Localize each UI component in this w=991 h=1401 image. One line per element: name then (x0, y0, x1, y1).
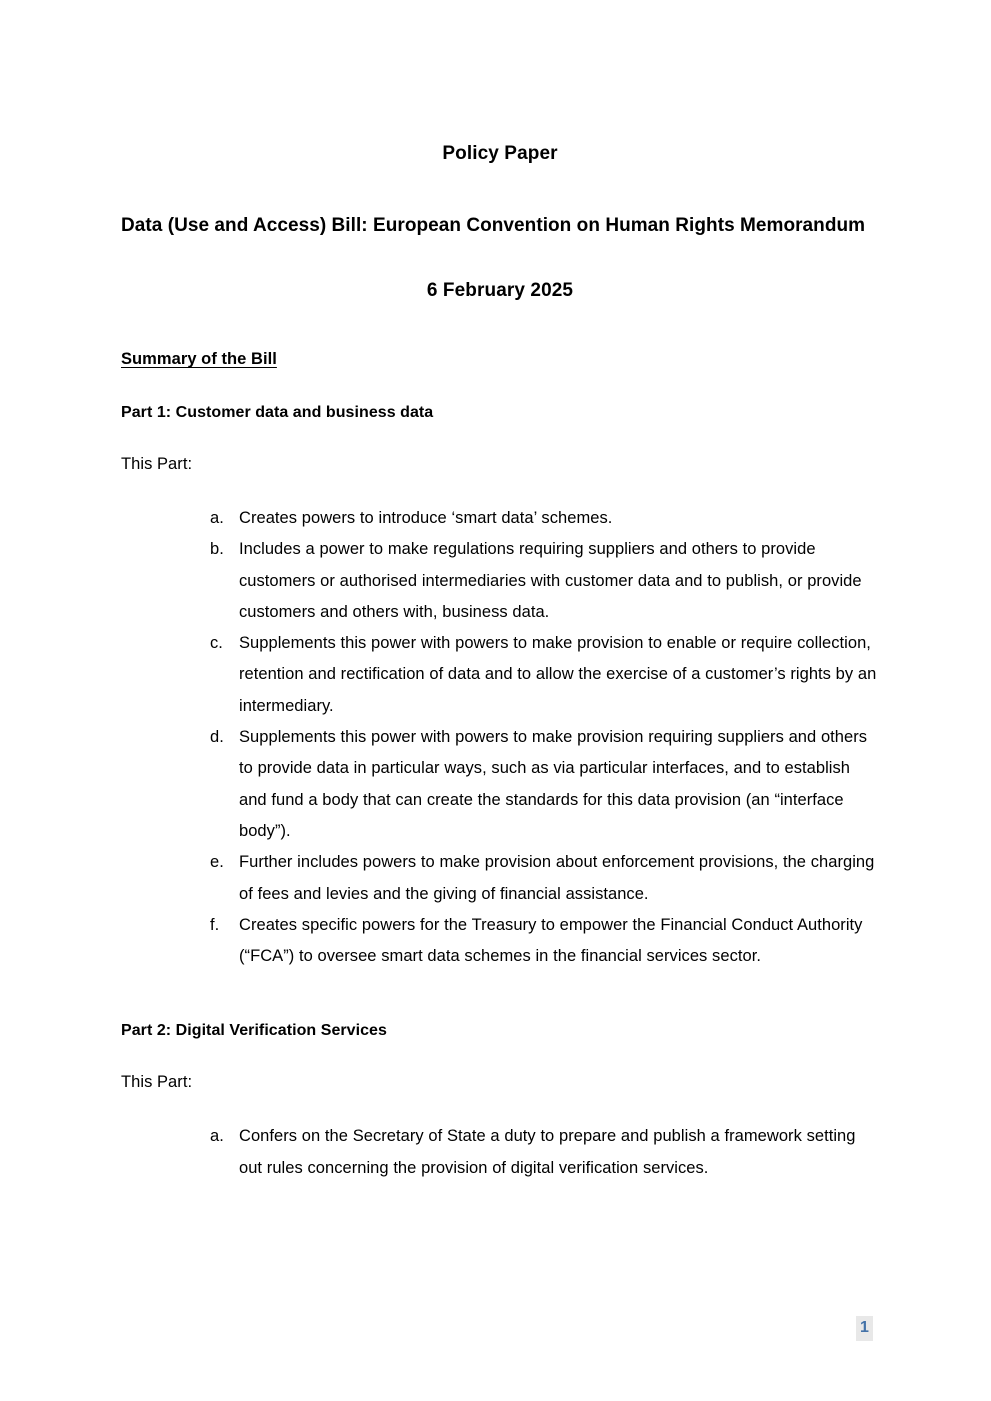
list-item-text: Creates powers to introduce ‘smart data’ schemes. (239, 509, 613, 527)
list-item-text: Supplements this power with powers to make provision to enable or require collection, retention and rectification of data and to allow the exercise of a customer’s rights by an intermediary. (239, 634, 877, 715)
list-item (121, 1121, 879, 1184)
list-item-text: Includes a power to make regulations requiring suppliers and others to provide customers or authorised intermediaries with customer data and to publish, or provide customers and others with, business data. (239, 540, 862, 621)
list-item (121, 910, 879, 973)
document-date: 6 February 2025 (426, 280, 574, 301)
list-item-text: Further includes powers to make provision about enforcement provisions, the charging of fees and levies and the giving of financial assistance. (239, 853, 875, 903)
list-marker: c. (210, 634, 223, 653)
list-item-text: Supplements this power with powers to make provision requiring suppliers and others to provide data in particular ways, such as via particular interfaces, and to establish and fund a body that can create the standards for this data provision (an “interface body”). (239, 728, 868, 840)
list-marker: a. (210, 509, 224, 527)
list-item (121, 534, 879, 628)
list-marker: a. (210, 1127, 224, 1146)
list-item (121, 503, 879, 534)
document-content (121, 0, 879, 1184)
list-item (121, 628, 879, 722)
list-marker: e. (210, 853, 224, 872)
list-item (121, 722, 879, 847)
list-item (121, 847, 879, 910)
page-title: Data (Use and Access) Bill: European Convention on Human Rights Memorandum (121, 215, 866, 236)
lettered-list-part-2 (121, 1095, 879, 1184)
lettered-list-part-1 (121, 477, 879, 972)
page-number: 1 (856, 1316, 873, 1341)
list-item-text: Confers on the Secretary of State a duty to prepare and publish a framework setting out rules concerning the provision of digital verification services. (239, 1127, 856, 1177)
document-kicker: Policy Paper (442, 143, 558, 164)
list-marker: b. (210, 540, 224, 559)
part-intro-2: This Part: (121, 1073, 193, 1092)
part-heading-2: Part 2: Digital Verification Services (121, 1022, 387, 1040)
list-marker: d. (210, 728, 224, 747)
list-marker: f. (210, 915, 220, 934)
list-item-text: Creates specific powers for the Treasury to empower the Financial Conduct Authority (“FCA”) to oversee smart data schemes in the financial services sector. (239, 915, 863, 966)
part-intro-1: This Part: (121, 455, 193, 473)
section-heading-summary: Summary of the Bill (121, 350, 277, 368)
part-heading-1: Part 1: Customer data and business data (121, 404, 434, 421)
